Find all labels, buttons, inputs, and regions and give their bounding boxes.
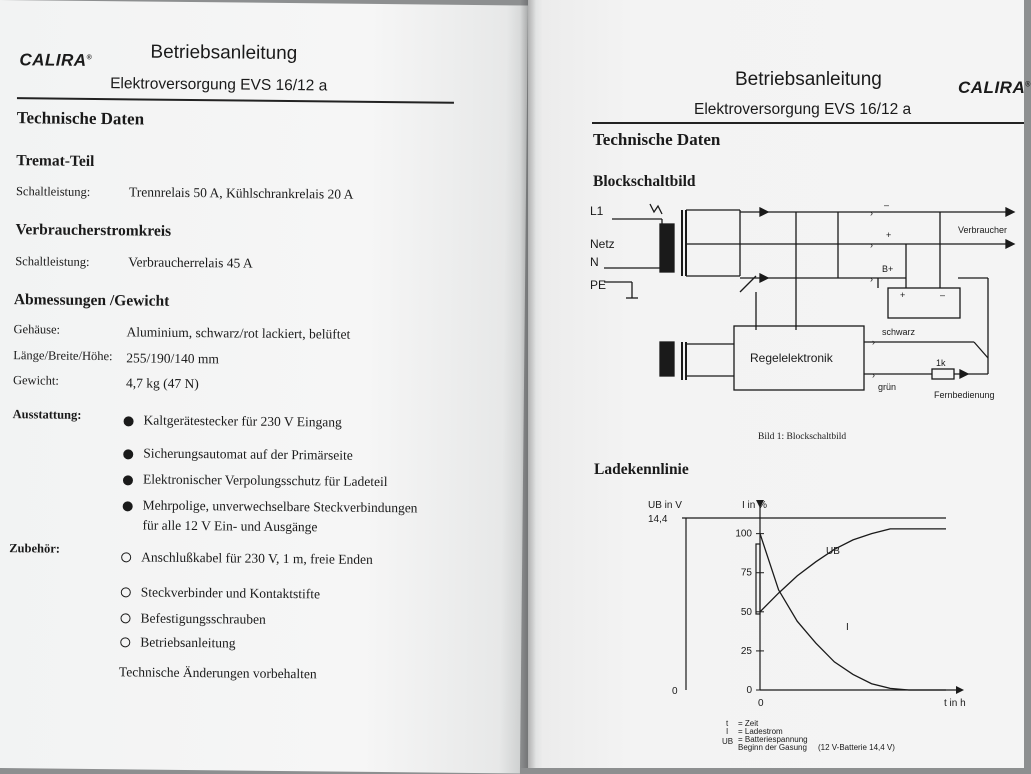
list-item-text: Elektronischer Verpolungsschutz für Ladeteil (142, 471, 388, 490)
y-tick-label: 50 (740, 606, 752, 618)
zubehoer-label: Zubehör: (9, 541, 61, 556)
open-bullet-icon (120, 637, 130, 647)
header-rule (17, 97, 454, 103)
gruen-label: grün (878, 382, 897, 392)
calira-logo (19, 50, 92, 71)
y-tick-label: 75 (740, 567, 752, 579)
led-icon (960, 370, 968, 378)
bullet-icon (123, 449, 133, 459)
change-notice: Technische Änderungen vorbehalten (118, 664, 317, 682)
svg-text:›: › (870, 274, 873, 284)
connector-marks (870, 208, 875, 380)
spec-label: Länge/Breite/Höhe: (13, 348, 113, 364)
svg-text:›: › (872, 370, 875, 380)
page-subtitle: Elektroversorgung EVS 16/12 a (110, 75, 328, 95)
legend-symbol: I (726, 727, 729, 736)
plug-icon (650, 204, 662, 214)
n-label: N (590, 255, 599, 269)
list-item (123, 445, 353, 463)
ladekennlinie-heading: Ladekennlinie (594, 461, 689, 478)
bullet-icon (124, 416, 134, 426)
bullet-icon (123, 501, 133, 511)
right-axis-label: I in % (742, 500, 768, 511)
battery-plus-label: + (900, 290, 906, 300)
x-tick-label: 0 (758, 698, 764, 709)
tick-label: 0 (672, 686, 678, 697)
spec-label: Gewicht: (12, 373, 59, 388)
ausstattung-label: Ausstattung: (12, 407, 82, 422)
list-item-continuation: für alle 12 V Ein- und Ausgänge (142, 517, 318, 535)
x-axis-label: t in h (944, 698, 966, 709)
charging-chart (646, 492, 986, 762)
verbraucher-label: Schaltleistung: (15, 254, 90, 269)
list-item-text: Kaltgerätestecker für 230 V Eingang (143, 412, 342, 430)
tremat-heading: Tremat-Teil (16, 152, 95, 170)
spec-value: Aluminium, schwarz/rot lackiert, belüftet (126, 324, 351, 342)
legend-note: (12 V-Batterie 14,4 V) (818, 743, 895, 752)
y-tick-label: 100 (735, 528, 752, 540)
resistor-label: 1k (936, 358, 946, 368)
battery-minus-label: – (940, 290, 946, 300)
legend-text: Beginn der Gasung (738, 743, 807, 752)
block-diagram (588, 192, 1024, 408)
spec-value: 4,7 kg (47 N) (125, 375, 199, 392)
y-tick-label: 0 (746, 685, 752, 696)
list-item (120, 634, 235, 651)
l1-label: L1 (590, 204, 604, 218)
diode-icon (760, 274, 768, 282)
legend-text: = Ladestrom (738, 727, 783, 736)
initial-range-box (756, 544, 760, 614)
section-title: Technische Daten (16, 108, 145, 129)
bullet-icon (123, 475, 133, 485)
series-label-i: I (846, 622, 849, 633)
logo-text: CALIRA (958, 78, 1026, 97)
y-tick-label: 25 (740, 645, 752, 657)
resistor-1k (932, 369, 954, 379)
plus-label: + (886, 230, 892, 240)
list-item-text: Betriebsanleitung (140, 634, 236, 651)
tremat-value: Trennrelais 50 A, Kühlschrankrelais 20 A (128, 184, 354, 202)
chart-lines (760, 529, 946, 690)
page-title: Betriebsanleitung (735, 69, 882, 90)
header-rule (592, 122, 1024, 124)
tick-label: 14,4 (648, 514, 668, 525)
legend-symbol: UB (722, 737, 734, 746)
spec-label: Gehäuse: (13, 322, 61, 337)
registered-mark: ® (1025, 81, 1031, 89)
aux-transformer-core (660, 342, 674, 376)
right-page (528, 0, 1031, 768)
legend-text: = Batteriespannung (738, 735, 808, 744)
verbraucher-heading: Verbraucherstromkreis (15, 221, 172, 240)
logo-text: CALIRA (19, 50, 87, 70)
page-subtitle: Elektroversorgung EVS 16/12 a (694, 101, 912, 118)
arrow-icon (1006, 208, 1014, 216)
minus-label: – (884, 200, 890, 210)
spec-value: 255/190/140 mm (126, 350, 219, 367)
transformer-primary-core (660, 224, 674, 272)
section-title: Technische Daten (593, 130, 721, 149)
pe-label: PE (590, 278, 607, 292)
list-item-text: Befestigungsschrauben (140, 610, 266, 627)
list-item-text: Mehrpolige, unverwechselbare Steckverbindungen (142, 497, 418, 516)
list-item-text: Anschlußkabel für 230 V, 1 m, freie Enden (141, 549, 373, 567)
list-item (120, 610, 265, 628)
figure-caption: Bild 1: Blockschaltbild (758, 432, 847, 442)
svg-text:›: › (870, 208, 873, 218)
calira-logo (958, 78, 1031, 98)
switch-arm (974, 342, 988, 358)
open-bullet-icon (121, 552, 131, 562)
list-item-text: Steckverbinder und Kontaktstifte (140, 584, 321, 602)
list-item-text: Sicherungsautomat auf der Primärseite (143, 445, 353, 463)
series-line-ub (760, 529, 946, 612)
blockschaltbild-heading: Blockschaltbild (593, 173, 696, 190)
battery-box (888, 288, 960, 318)
svg-text:›: › (870, 240, 873, 250)
diode-icon (760, 208, 768, 216)
series-line-i (760, 534, 946, 690)
list-item (121, 584, 320, 602)
bplus-label: B+ (882, 264, 894, 274)
tremat-label: Schaltleistung: (15, 184, 91, 199)
page-title: Betriebsanleitung (150, 41, 298, 65)
verbraucher-value: Verbraucherrelais 45 A (128, 254, 253, 271)
arrow-icon (1006, 240, 1014, 248)
arrow-icon (956, 686, 964, 694)
schwarz-label: schwarz (882, 327, 916, 337)
legend-text: = Zeit (738, 719, 759, 728)
verbraucher-label: Verbraucher (958, 225, 1008, 235)
control-label: Regelelektronik (750, 351, 833, 365)
left-axis-label: UB in V (648, 500, 682, 511)
svg-text:›: › (872, 337, 875, 347)
chart-legend (722, 719, 895, 752)
fernbedienung-label: Fernbedienung (934, 390, 995, 400)
abmessungen-heading: Abmessungen /Gewicht (13, 291, 170, 310)
list-item (124, 412, 342, 430)
series-label-ub: UB (826, 546, 840, 557)
registered-mark: ® (86, 54, 93, 62)
list-item (123, 471, 388, 490)
list-item (123, 497, 418, 516)
legend-symbol: t (726, 719, 729, 728)
open-bullet-icon (121, 587, 131, 597)
netz-label: Netz (590, 237, 615, 251)
open-bullet-icon (120, 613, 130, 623)
list-item (121, 549, 373, 568)
